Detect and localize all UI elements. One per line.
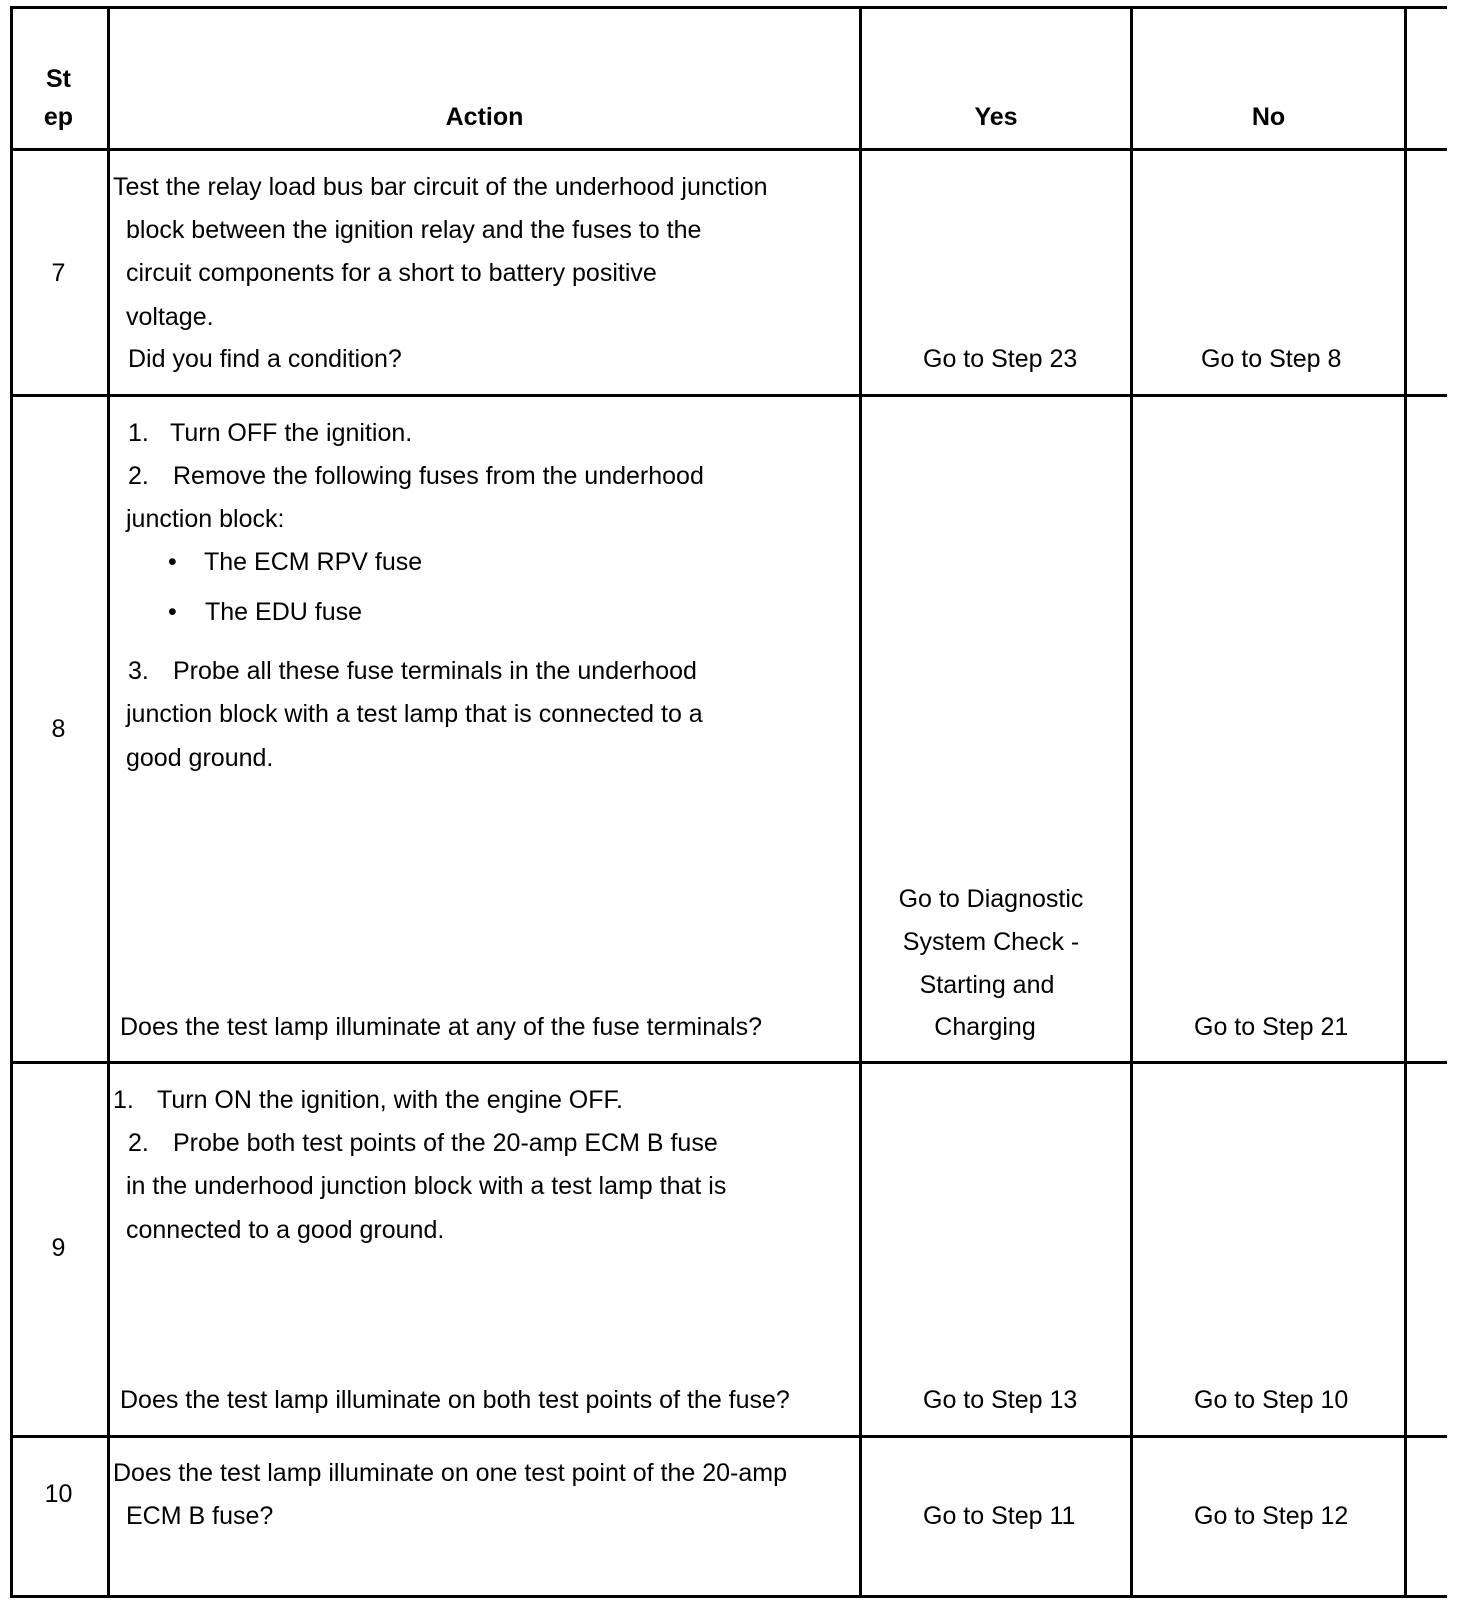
action-line: Does the test lamp illuminate on one test point of the 20-amp bbox=[113, 1459, 787, 1487]
action-line: block between the ignition relay and the fuses to the bbox=[126, 216, 702, 244]
action-line: ECM B fuse? bbox=[126, 1502, 274, 1530]
list-number: 1. bbox=[128, 419, 149, 447]
header-yes: Yes bbox=[974, 103, 1018, 131]
list-item-continued: good ground. bbox=[126, 744, 274, 772]
list-number: 2. bbox=[128, 1129, 149, 1157]
column-divider-step bbox=[107, 6, 110, 1598]
list-number: 1. bbox=[113, 1086, 134, 1114]
row-divider-7 bbox=[10, 394, 1447, 397]
header-step-line2: ep bbox=[43, 103, 74, 131]
step-number: 7 bbox=[51, 259, 66, 287]
yes-result-line: Go to Diagnostic bbox=[898, 885, 1084, 913]
table-border-top bbox=[10, 6, 1447, 9]
header-step-line1: St bbox=[46, 65, 71, 93]
action-line: circuit components for a short to battery positive bbox=[126, 259, 657, 287]
list-item: Remove the following fuses from the underhood bbox=[173, 462, 704, 490]
column-divider-yes bbox=[1130, 6, 1133, 1598]
row-divider-9 bbox=[10, 1435, 1447, 1438]
yes-result-line: System Check - bbox=[902, 928, 1080, 956]
list-number: 2. bbox=[128, 462, 149, 490]
step-number: 9 bbox=[51, 1234, 66, 1262]
list-item-continued: junction block: bbox=[126, 505, 285, 533]
list-item-continued: junction block with a test lamp that is connected to a bbox=[126, 700, 703, 728]
action-question: Does the test lamp illuminate at any of the fuse terminals? bbox=[120, 1013, 762, 1041]
step-number: 10 bbox=[44, 1480, 73, 1508]
table-border-left bbox=[10, 6, 13, 1598]
action-line: voltage. bbox=[126, 303, 214, 331]
no-result: Go to Step 12 bbox=[1194, 1502, 1349, 1530]
action-question: Does the test lamp illuminate on both test points of the fuse? bbox=[120, 1386, 790, 1414]
bullet-icon: • bbox=[168, 598, 177, 626]
action-question: Did you find a condition? bbox=[128, 345, 402, 373]
action-line: Test the relay load bus bar circuit of the underhood junction bbox=[113, 173, 768, 201]
table-border-bottom bbox=[10, 1595, 1447, 1598]
yes-result: Go to Step 13 bbox=[923, 1386, 1078, 1414]
bullet-icon: • bbox=[168, 548, 177, 576]
row-divider-8 bbox=[10, 1061, 1447, 1064]
no-result: Go to Step 21 bbox=[1194, 1013, 1349, 1041]
bullet-item: The EDU fuse bbox=[205, 598, 363, 626]
step-number: 8 bbox=[51, 715, 66, 743]
table-border-right bbox=[1404, 6, 1407, 1598]
list-item: Probe both test points of the 20-amp ECM B fuse bbox=[173, 1129, 718, 1157]
column-divider-action bbox=[859, 6, 862, 1598]
header-no: No bbox=[1251, 103, 1286, 131]
list-item: Turn ON the ignition, with the engine OFF. bbox=[157, 1086, 623, 1114]
list-item: Probe all these fuse terminals in the underhood bbox=[173, 657, 697, 685]
no-result: Go to Step 10 bbox=[1194, 1386, 1349, 1414]
header-divider bbox=[10, 148, 1447, 151]
diagnostic-table bbox=[10, 6, 1447, 1598]
yes-result: Go to Step 11 bbox=[923, 1502, 1076, 1530]
yes-result-line: Starting and bbox=[919, 971, 1055, 999]
header-action: Action bbox=[445, 103, 524, 131]
list-item: Turn OFF the ignition. bbox=[170, 419, 413, 447]
list-number: 3. bbox=[128, 657, 149, 685]
bullet-item: The ECM RPV fuse bbox=[204, 548, 423, 576]
list-item-continued: connected to a good ground. bbox=[126, 1216, 445, 1244]
yes-result-line: Charging bbox=[934, 1013, 1036, 1041]
no-result: Go to Step 8 bbox=[1201, 345, 1342, 373]
yes-result: Go to Step 23 bbox=[923, 345, 1078, 373]
list-item-continued: in the underhood junction block with a test lamp that is bbox=[126, 1172, 727, 1200]
